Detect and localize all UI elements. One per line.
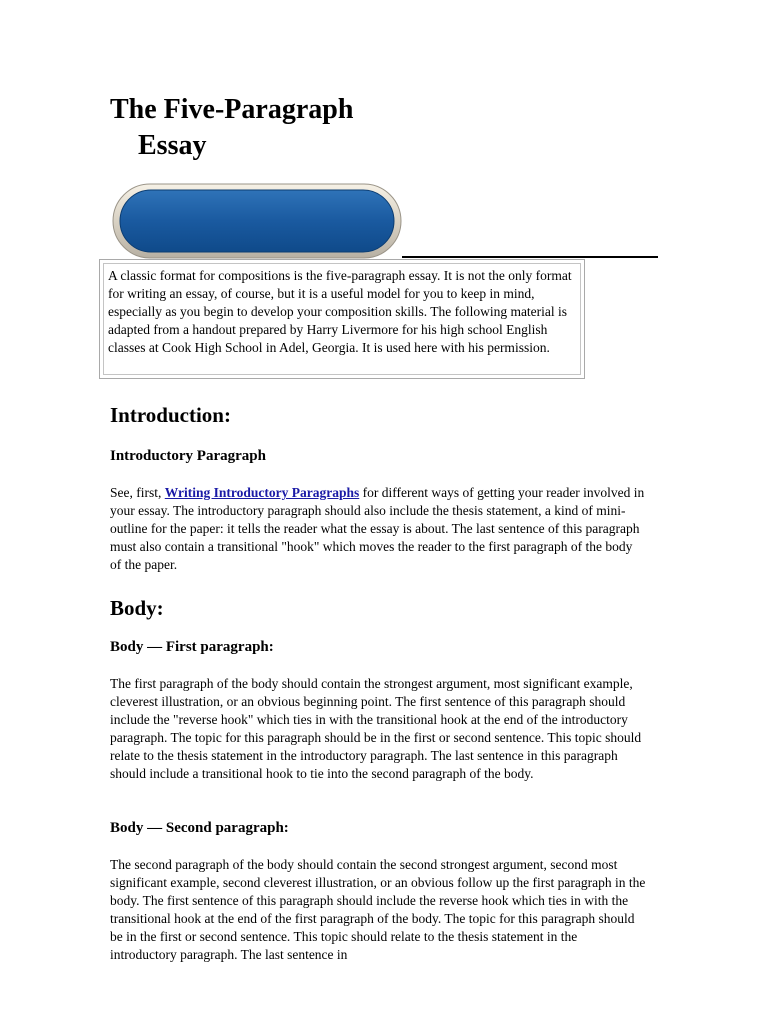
body-first-paragraph: The first paragraph of the body should contain the strongest argument, most significant example, cleverest illustration, or an obvious beginning point. The first sentence of this paragraph should include the "reverse hook" which ties in with the transitional hook at the end of the introductory paragraph. The topic for this paragraph should be in the first or second sentence. This topic should relate to the thesis statement in the introductory paragraph. The last sentence in this paragraph should include a transitional hook to tie into the second paragraph of the body. (110, 676, 642, 781)
intro-box-text: A classic format for compositions is the five-paragraph essay. It is not the only format for writing an essay, of course, but it is a useful model for you to keep in mind, especially as you begin to develop your composition skills. The following material is adapted from a handout prepared by Harry Livermore for his high school English classes at Cook High School in Adel, Georgia. It is used here with his permission. (108, 268, 572, 355)
introduction-heading: Introduction: (110, 403, 231, 427)
intro-box-inner (103, 263, 581, 375)
document-title (110, 92, 410, 164)
body-second-paragraph-heading: Body — Second paragraph: (110, 820, 289, 836)
writing-introductory-paragraphs-link[interactable]: Writing Introductory Paragraphs (164, 485, 360, 500)
title-line-2: Essay (138, 130, 207, 161)
header-rule (402, 256, 658, 258)
intro-para-rest: for different ways of getting your reader involved in your essay. The introductory paragraph should also include the thesis statement, a kind of mini-outline for the paper: it tells the reader what the essay is about. The last sentence of this paragraph must also contain a transitional "hook" which moves the reader to the first paragraph of the body of the paper. (110, 485, 645, 572)
intro-box (99, 259, 585, 379)
body-heading: Body: (110, 596, 164, 620)
intro-para-lead: See, first, (110, 485, 165, 500)
introductory-paragraph-heading: Introductory Paragraph (110, 448, 266, 464)
decorative-banner (112, 183, 402, 261)
body-second-paragraph: The second paragraph of the body should contain the second strongest argument, second most significant example, second cleverest illustration, or an obvious follow up the first paragraph in the body. The first sentence of this paragraph should include the reverse hook which ties in with the transitional hook at the end of the first paragraph of the body. The topic for this paragraph should be in the first or second sentence. This topic should relate to the thesis statement in the introductory paragraph. The last sentence in (110, 857, 646, 962)
body-first-paragraph-heading: Body — First paragraph: (110, 639, 274, 655)
introduction-paragraph (110, 484, 646, 574)
title-line-1: The Five-Paragraph (110, 94, 354, 125)
